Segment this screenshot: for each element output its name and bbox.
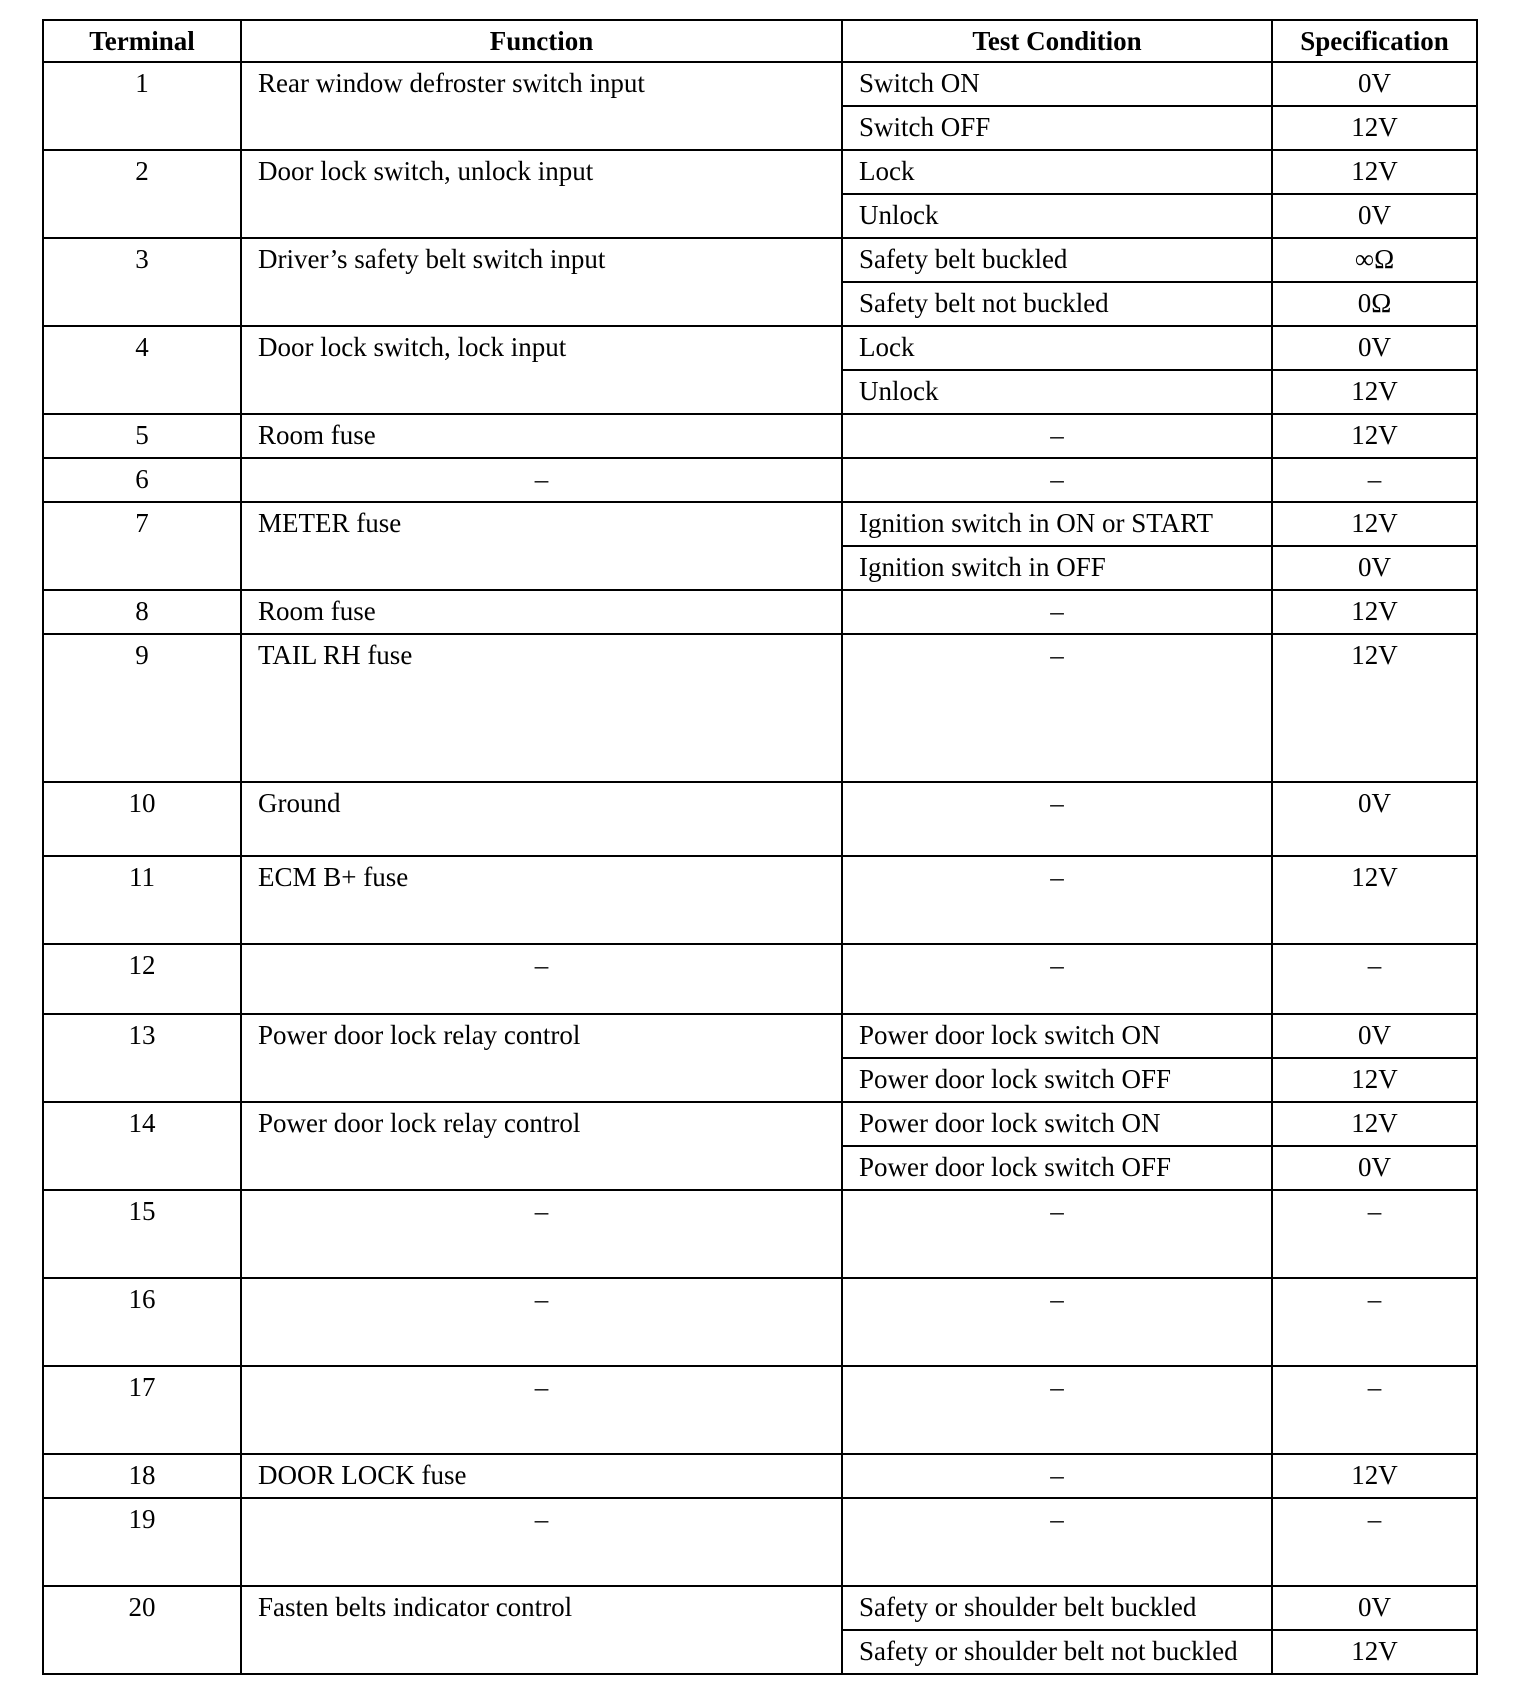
terminal-cell: 12 (43, 944, 241, 1014)
test-condition-cell: Lock (842, 326, 1272, 370)
terminal-cell: 3 (43, 238, 241, 326)
test-condition-cell: – (842, 1498, 1272, 1586)
table-header (43, 20, 1477, 62)
terminal-cell: 16 (43, 1278, 241, 1366)
test-condition-cell: Ignition switch in ON or START (842, 502, 1272, 546)
terminal-cell: 14 (43, 1102, 241, 1190)
terminal-cell: 19 (43, 1498, 241, 1586)
specification-cell: 12V (1272, 414, 1477, 458)
test-condition-cell: Power door lock switch OFF (842, 1058, 1272, 1102)
function-cell: – (241, 458, 842, 502)
terminal-cell: 4 (43, 326, 241, 414)
test-condition-cell: Safety or shoulder belt buckled (842, 1586, 1272, 1630)
header-test-condition: Test Condition (842, 20, 1272, 62)
test-condition-cell: Switch OFF (842, 106, 1272, 150)
specification-cell: – (1272, 1366, 1477, 1454)
function-cell: – (241, 1498, 842, 1586)
specification-cell: – (1272, 1498, 1477, 1586)
test-condition-cell: – (842, 944, 1272, 1014)
test-condition-cell: – (842, 414, 1272, 458)
specification-cell: 12V (1272, 856, 1477, 944)
test-condition-cell: Lock (842, 150, 1272, 194)
function-cell: TAIL RH fuse (241, 634, 842, 782)
table-row (43, 782, 1477, 856)
function-cell: Fasten belts indicator control (241, 1586, 842, 1674)
specification-cell: 0V (1272, 546, 1477, 590)
specification-cell: 12V (1272, 150, 1477, 194)
specification-cell: – (1272, 944, 1477, 1014)
specification-cell: – (1272, 1190, 1477, 1278)
table-row (43, 326, 1477, 370)
test-condition-cell: – (842, 1190, 1272, 1278)
test-condition-cell: – (842, 458, 1272, 502)
table-row (43, 1498, 1477, 1586)
terminal-cell: 6 (43, 458, 241, 502)
test-condition-cell: – (842, 590, 1272, 634)
test-condition-cell: Safety belt buckled (842, 238, 1272, 282)
specification-cell: 0V (1272, 1146, 1477, 1190)
function-cell: DOOR LOCK fuse (241, 1454, 842, 1498)
terminal-cell: 20 (43, 1586, 241, 1674)
function-cell: Power door lock relay control (241, 1014, 842, 1102)
function-cell: Door lock switch, lock input (241, 326, 842, 414)
function-cell: – (241, 1278, 842, 1366)
function-cell: Driver’s safety belt switch input (241, 238, 842, 326)
terminal-cell: 5 (43, 414, 241, 458)
test-condition-cell: – (842, 782, 1272, 856)
table-row (43, 238, 1477, 282)
table-row (43, 62, 1477, 106)
header-terminal: Terminal (43, 20, 241, 62)
specification-cell: 0V (1272, 326, 1477, 370)
table-row (43, 1190, 1477, 1278)
function-cell: Door lock switch, unlock input (241, 150, 842, 238)
specification-cell: 0V (1272, 194, 1477, 238)
function-cell: Rear window defroster switch input (241, 62, 842, 150)
function-cell: ECM B+ fuse (241, 856, 842, 944)
table-row (43, 634, 1477, 782)
terminal-cell: 1 (43, 62, 241, 150)
table-row (43, 856, 1477, 944)
test-condition-cell: Switch ON (842, 62, 1272, 106)
specification-cell: 12V (1272, 370, 1477, 414)
table-row (43, 944, 1477, 1014)
test-condition-cell: – (842, 1454, 1272, 1498)
test-condition-cell: Safety or shoulder belt not buckled (842, 1630, 1272, 1674)
table-body (43, 62, 1477, 1674)
function-cell: – (241, 1190, 842, 1278)
specification-cell: 12V (1272, 634, 1477, 782)
table-row (43, 590, 1477, 634)
function-cell: Room fuse (241, 414, 842, 458)
table-row (43, 1366, 1477, 1454)
terminal-specification-table (42, 19, 1478, 1675)
terminal-cell: 9 (43, 634, 241, 782)
specification-cell: 0Ω (1272, 282, 1477, 326)
specification-cell: 12V (1272, 590, 1477, 634)
table-row (43, 1278, 1477, 1366)
terminal-cell: 7 (43, 502, 241, 590)
function-cell: Room fuse (241, 590, 842, 634)
specification-cell: ∞Ω (1272, 238, 1477, 282)
test-condition-cell: – (842, 1366, 1272, 1454)
specification-cell: – (1272, 1278, 1477, 1366)
specification-cell: 0V (1272, 62, 1477, 106)
test-condition-cell: Power door lock switch ON (842, 1014, 1272, 1058)
specification-cell: 0V (1272, 1014, 1477, 1058)
specification-cell: 12V (1272, 1630, 1477, 1674)
test-condition-cell: Power door lock switch OFF (842, 1146, 1272, 1190)
test-condition-cell: – (842, 634, 1272, 782)
test-condition-cell: Safety belt not buckled (842, 282, 1272, 326)
header-specification: Specification (1272, 20, 1477, 62)
terminal-cell: 13 (43, 1014, 241, 1102)
table-row (43, 502, 1477, 546)
terminal-cell: 2 (43, 150, 241, 238)
terminal-cell: 10 (43, 782, 241, 856)
function-cell: – (241, 1366, 842, 1454)
terminal-cell: 15 (43, 1190, 241, 1278)
table-row (43, 1014, 1477, 1058)
function-cell: – (241, 944, 842, 1014)
terminal-cell: 8 (43, 590, 241, 634)
table-row (43, 150, 1477, 194)
header-row (43, 20, 1477, 62)
table-row (43, 1586, 1477, 1630)
terminal-cell: 11 (43, 856, 241, 944)
specification-cell: 12V (1272, 502, 1477, 546)
header-function: Function (241, 20, 842, 62)
function-cell: Power door lock relay control (241, 1102, 842, 1190)
table-row (43, 414, 1477, 458)
table-row (43, 1102, 1477, 1146)
specification-cell: 12V (1272, 1102, 1477, 1146)
test-condition-cell: Unlock (842, 194, 1272, 238)
specification-cell: 12V (1272, 106, 1477, 150)
test-condition-cell: Unlock (842, 370, 1272, 414)
function-cell: METER fuse (241, 502, 842, 590)
test-condition-cell: Ignition switch in OFF (842, 546, 1272, 590)
terminal-cell: 17 (43, 1366, 241, 1454)
specification-cell: 0V (1272, 782, 1477, 856)
table-row (43, 1454, 1477, 1498)
specification-cell: 0V (1272, 1586, 1477, 1630)
specification-cell: 12V (1272, 1058, 1477, 1102)
test-condition-cell: Power door lock switch ON (842, 1102, 1272, 1146)
specification-cell: 12V (1272, 1454, 1477, 1498)
function-cell: Ground (241, 782, 842, 856)
test-condition-cell: – (842, 1278, 1272, 1366)
terminal-cell: 18 (43, 1454, 241, 1498)
specification-cell: – (1272, 458, 1477, 502)
test-condition-cell: – (842, 856, 1272, 944)
table-row (43, 458, 1477, 502)
